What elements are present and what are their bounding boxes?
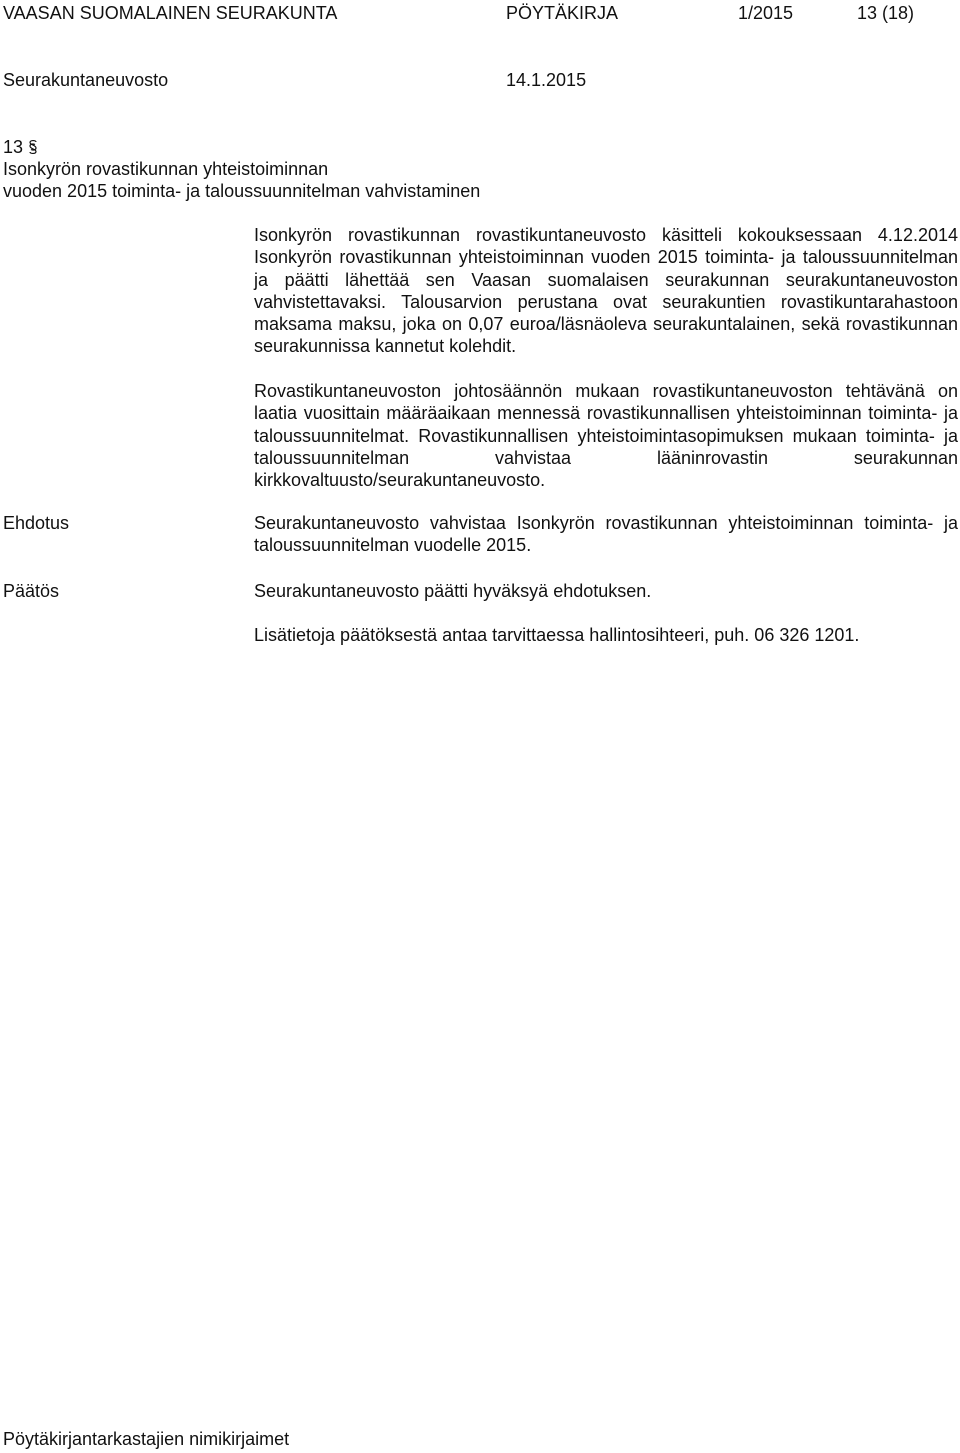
section-sign-icon	[27, 139, 39, 155]
decision-text: Seurakuntaneuvosto päätti hyväksyä ehdotuksen.	[254, 581, 652, 601]
proposal-label: Ehdotus	[3, 513, 70, 533]
document-type: PÖYTÄKIRJA	[506, 3, 619, 23]
governing-body: Seurakuntaneuvosto	[3, 70, 169, 90]
decision-label: Päätös	[3, 581, 60, 601]
footer-initials-label: Pöytäkirjantarkastajien nimikirjaimet	[3, 1429, 290, 1449]
section-title-line1: Isonkyrön rovastikunnan yhteistoiminnan	[3, 159, 329, 179]
organization-name: VAASAN SUOMALAINEN SEURAKUNTA	[3, 3, 338, 23]
section-title-line2: vuoden 2015 toiminta- ja taloussuunnitelman vahvistaminen	[3, 181, 481, 201]
document-number: 1/2015	[738, 3, 794, 23]
section-number: 13	[3, 137, 24, 157]
background-paragraph: Isonkyrön rovastikunnan rovastikuntaneuvosto käsitteli kokouksessaan 4.12.2014 Isonkyrön rovastikunnan yhteistoiminnan vuoden 2015 toiminta- ja taloussuunnitelman ja päätti lähettää sen Vaasan suomalaisen seurakunnan seurakuntaneuvoston vahvistettavaksi. Talousarvion perustana ovat seurakuntien rovastikuntarahastoon maksama maksu, joka on 0,07 euroa/läsnäoleva seurakuntalainen, sekä rovastikunnan seurakunnissa kannetut kolehdit.	[254, 225, 958, 357]
page-number: 13 (18)	[857, 3, 915, 23]
regulation-paragraph: Rovastikuntaneuvoston johtosäännön mukaan rovastikuntaneuvoston tehtävänä on laatia vuosittain määräaikaan mennessä rovastikunnallisen yhteistoiminnan toiminta- ja taloussuunnitelmat. Rovastikunnallisen yhteistoimintasopimuksen mukaan toiminta- ja taloussuunnitelman vahvistaa lääninrovastin seurakunnan kirkkovaltuusto/seurakuntaneuvosto.	[254, 381, 958, 491]
meeting-date: 14.1.2015	[506, 70, 587, 90]
info-text: Lisätietoja päätöksestä antaa tarvittaessa hallintosihteeri, puh. 06 326 1201.	[254, 625, 860, 645]
proposal-text: Seurakuntaneuvosto vahvistaa Isonkyrön rovastikunnan yhteistoiminnan toiminta- ja taloussuunnitelman vuodelle 2015.	[254, 513, 958, 556]
section-title	[3, 158, 480, 202]
section-number-row	[3, 136, 39, 158]
